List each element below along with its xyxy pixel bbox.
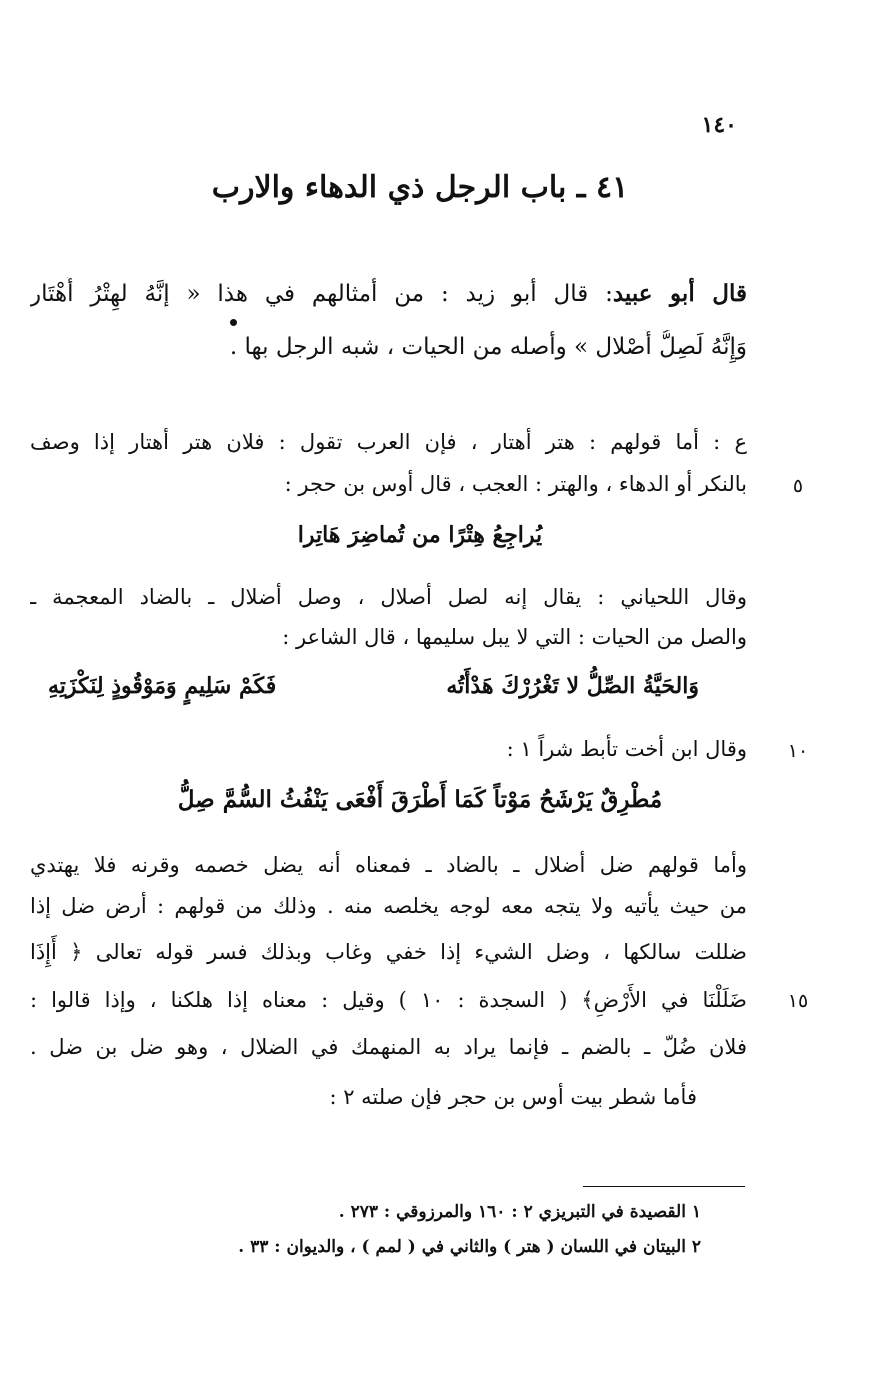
paragraph-lead: قال أبو عبيد (612, 280, 747, 307)
line-number: ١٠ (787, 740, 809, 762)
chapter-title: ٤١ ـ باب الرجل ذي الدهاء والارب (211, 170, 629, 205)
commentary-line: فلان ضُلّ ـ بالضم ـ فإنما يراد به المنهمك في الضلال ، وهو ضل بن ضل . (30, 1035, 747, 1059)
page-number: ١٤٠ (701, 112, 737, 138)
commentary-line: ع : أما قولهم : هتر أهتار ، فإن العرب تقول : فلان هتر أهتار إذا وصف (30, 430, 747, 454)
line-number: ١٥ (787, 990, 809, 1012)
commentary-line: فأما شطر بيت أوس بن حجر فإن صلته ٢ : (329, 1085, 697, 1109)
commentary-line: وقال ابن أخت تأبط شراً ١ : (506, 737, 747, 761)
paragraph-text: : قال أبو زيد : من أمثالهم في هذا « إنَّهُ لهِتْرُ أَهْتَار (30, 281, 613, 307)
footnote: ٢ البيتان في اللسان ( هتر ) والثاني في ( لمم ) ، والديوان : ٣٣ . (238, 1237, 701, 1257)
ornament-dot (230, 319, 237, 326)
verse-first-hemistich: وَالحَيَّةُ الصِّلُّ لا تَغْرُرْكَ هَدْأَتُه (446, 673, 699, 699)
verse-second-hemistich: فَكَمْ سَلِيمٍ وَمَوْقُوذٍ لِنَكْزَتِهِ (48, 673, 277, 699)
verse-hemistich: يُراجِعُ هِتْرًا من تُماضِرَ هَاتِرا (297, 522, 543, 548)
line-number: ٥ (792, 475, 804, 497)
footnote-divider (583, 1186, 745, 1187)
paragraph-line: وَإِنَّهُ لَصِلُّ أَصْلال » وأصله من الحيات ، شبه الرجل بها . (229, 334, 747, 360)
commentary-line: بالنكر أو الدهاء ، والهتر : العجب ، قال أوس بن حجر : (284, 472, 747, 496)
commentary-line: وأما قولهم ضل أضلال ـ بالضاد ـ فمعناه أنه يضل خصمه وقرنه فلا يهتدي (30, 853, 747, 877)
commentary-line: ضللت سالكها ، وضل الشيء إذا خفي وغاب وبذلك فسر قوله تعالى ﴿ أَإِذَا (30, 940, 747, 964)
paragraph-line (30, 277, 747, 311)
commentary-line: والصل من الحيات : التي لا يبل سليمها ، قال الشاعر : (282, 625, 747, 649)
footnote: ١ القصيدة في التبريزي ٢ : ١٦٠ والمرزوقي : ٢٧٣ . (338, 1202, 701, 1222)
commentary-line: ضَلَلْنَا في الأَرْضِ﴾ ( السجدة : ١٠ ) وقيل : معناه إذا هلكنا ، وإذا قالوا : (30, 988, 747, 1012)
verse-line: مُطْرِقٌ يَرْشَحُ مَوْتاً كَمَا أَطْرَقَ أَفْعَى يَنْفُثُ السُّمَّ صِلُّ (177, 786, 663, 813)
commentary-line: من حيث يأتيه ولا يتجه معه لوجه يخلصه منه . وذلك من قولهم : أرض ضل إذا (30, 894, 747, 918)
commentary-line: وقال اللحياني : يقال إنه لصل أصلال ، وصل أضلال ـ بالضاد المعجمة ـ (30, 585, 747, 609)
